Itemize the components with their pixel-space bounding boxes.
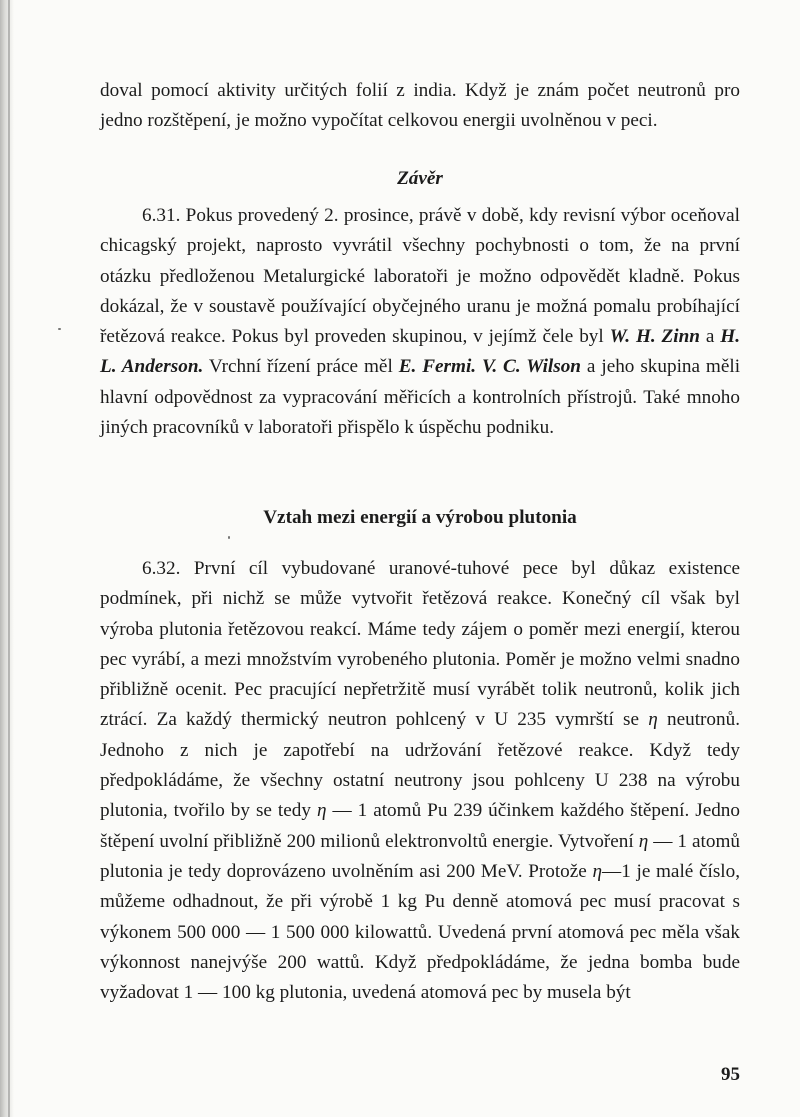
paragraph-text: Vrchní řízení práce měl [208, 356, 393, 378]
eta-symbol: η [648, 709, 658, 731]
paragraph-6-32 [100, 554, 740, 1008]
paragraph-text: a [705, 326, 715, 348]
person-name: V. C. Wilson [482, 356, 581, 378]
paragraph-text: První cíl vybudované uranové-tuhové pece byl důkaz existence podmínek, při nichž se může vytvořit řetězová reakce. Konečný cíl však byl výroba plutonia řetězovou reakcí. Máme tedy zájem o poměr mezi energií, kterou pec vyrábí, a mezi množstvím vyrobeného plutonia. Poměr je možno velmi snadno přibližně ocenit. Pec pracující nepřetržitě musí vyrábět tolik neutronů, kolik jich ztrácí. Za každý thermický neutron pohlcený v U 235 vymrští se [100, 558, 741, 731]
intro-paragraph: doval pomocí aktivity určitých folií z india. Když je znám počet neutronů pro jedno rozštěpení, je možno vypočítat celkovou energii uvolněnou v peci. [100, 80, 740, 132]
paragraph-6-31-block [100, 201, 740, 443]
eta-symbol: η [638, 830, 649, 852]
paragraph-text: —1 je malé číslo, můžeme odhadnout, že při výrobě 1 kg Pu denně atomová pec musí pracovat s výkonem 500 000 — 1 500 000 kilowattů. Uvedená první atomová pec měla však výkonnost nanejvýše 200 wattů. Když předpokládáme, že jedna bomba bude vyžadovat 1 — 100 kg plutonia, uvedená atomová pec by musela být [100, 860, 741, 1004]
person-name: E. Fermi. [398, 356, 477, 378]
paragraph-6-32-block [100, 554, 740, 1008]
eta-symbol: η [592, 860, 603, 882]
paragraph-text: neutronů. Jednoho z nich je zapotřebí na udržování řetězové reakce. Když tedy předpokládáme, že všechny ostatní neutrony jsou pohlceny U 238 na výrobu plutonia, tvořilo by se tedy [100, 709, 740, 822]
page-number: 95 [721, 1064, 740, 1085]
paragraph-number: 6.32. [142, 558, 181, 579]
binding-edge-line [8, 0, 10, 1117]
paragraph-text: Pokus provedený 2. prosince, právě v době, kdy revisní výbor oceňoval chicagský projekt, naprosto vyvrátil všechny pochybnosti o tom, že na první otázku předloženou Metalurgické laboratoři je možno odpovědět kladně. Pokus dokázal, že v soustavě používající obyčejného uranu je možná pomalu probíhající řetězová reakce. Pokus byl proveden skupinou, v jejímž čele byl [100, 205, 740, 348]
person-name: H. L. Anderson. [100, 326, 740, 378]
intro-paragraph-block [100, 76, 740, 137]
print-speck [228, 536, 230, 539]
section-heading-zaver: Závěr [397, 168, 443, 189]
person-name: W. H. Zinn [609, 326, 700, 348]
page-binding-shadow [0, 0, 14, 1117]
paragraph-number: 6.31. [142, 205, 181, 226]
paragraph-text: a jeho skupina měli hlavní odpovědnost za vypracování měřicích a kontrolních přístrojů. Také mnoho jiných pracovníků v laboratoři přispělo k úspěchu podniku. [100, 356, 741, 439]
paragraph-text: — 1 atomů Pu 239 účinkem každého štěpení. Jedno štěpení uvolní přibližně 200 milionů elektronvoltů energie. Vytvoření [100, 800, 740, 852]
paragraph-6-31 [100, 201, 740, 443]
eta-symbol: η [316, 800, 327, 822]
print-speck [58, 328, 61, 330]
paragraph-text: — 1 atomů plutonia je tedy doprovázeno uvolněním asi 200 MeV. Protože [100, 830, 740, 882]
section-heading-energy-plutonium: Vztah mezi energií a výrobou plutonia [263, 507, 577, 528]
